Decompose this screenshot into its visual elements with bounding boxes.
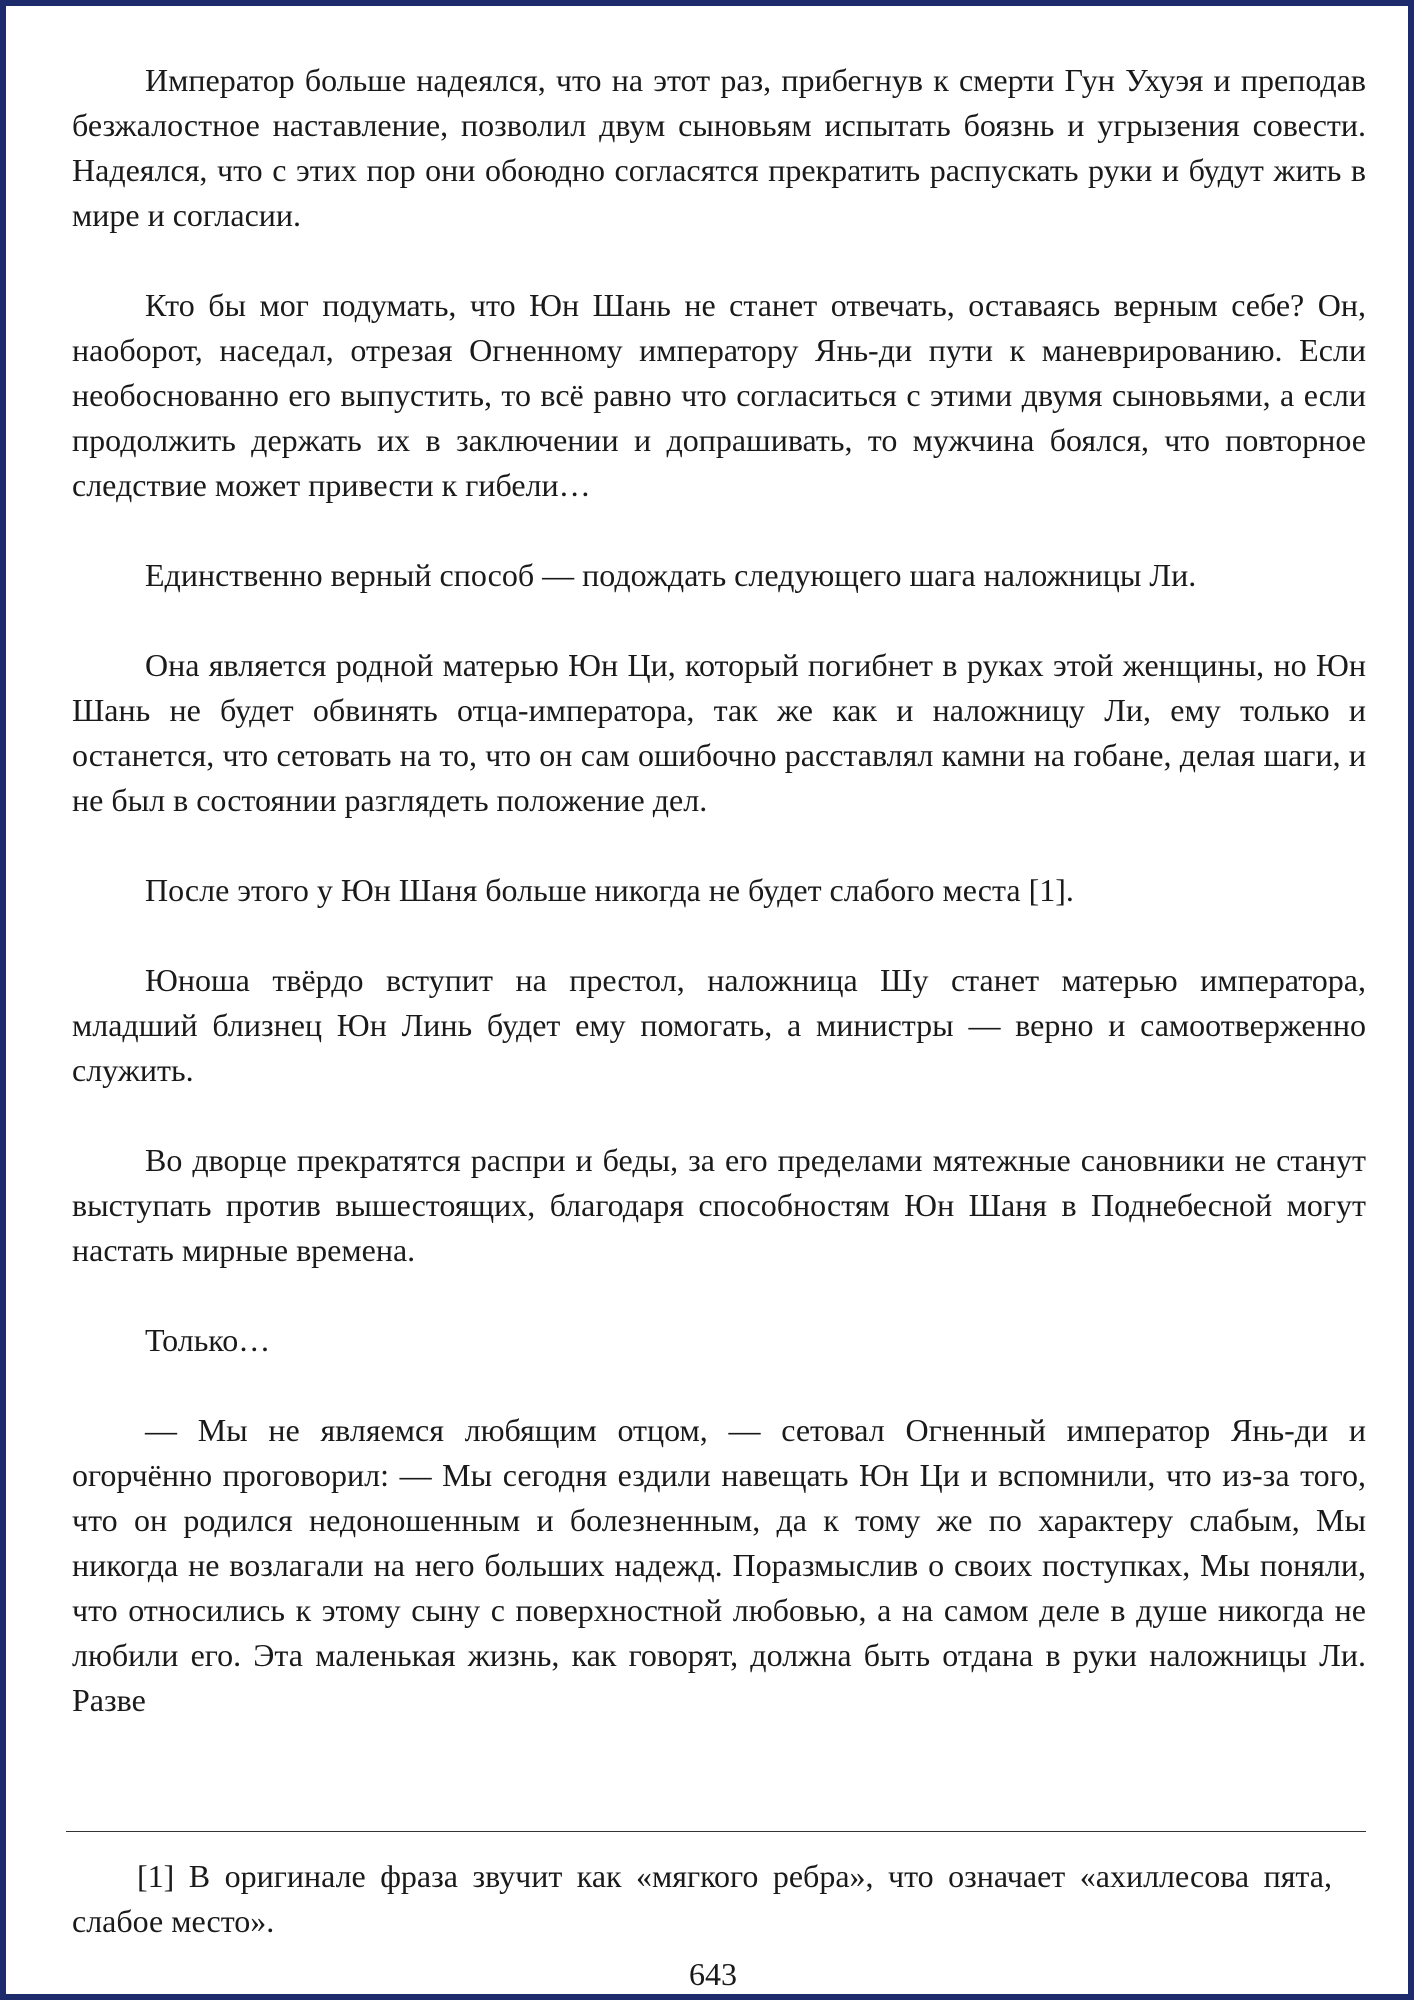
footnote-divider xyxy=(66,1831,1366,1832)
paragraph-7: Во дворце прекратятся распри и беды, за его пределами мятежные сановники не станут выступать против вышестоящих, благодаря способностям Юн Шаня в Поднебесной могут настать мирные времена. xyxy=(72,1142,1366,1268)
paragraph-3: Единственно верный способ — подождать следующего шага наложницы Ли. xyxy=(145,557,1197,593)
paragraph-4: Она является родной матерью Юн Ци, который погибнет в руках этой женщины, но Юн Шань не будет обвинять отца-императора, так же как и наложницу Ли, ему только и останется, что сетовать на то, что он сам ошибочно расставлял камни на гобане, делая шаги, и не был в состоянии разглядеть положение дел. xyxy=(72,647,1366,818)
paragraph-1: Император больше надеялся, что на этот раз, прибегнув к смерти Гун Ухуэя и преподав безжалостное наставление, позволил двум сыновьям испытать боязнь и угрызения совести. Надеялся, что с этих пор они обоюдно согласятся прекратить распускать руки и будут жить в мире и согласии. xyxy=(72,62,1366,233)
paragraph-5: После этого у Юн Шаня больше никогда не будет слабого места [1]. xyxy=(145,872,1074,908)
footnote: [1] В оригинале фраза звучит как «мягкого ребра», что означает «ахиллесова пята, слабое место». xyxy=(72,1858,1332,1939)
paragraph-6: Юноша твёрдо вступит на престол, наложница Шу станет матерью императора, младший близнец Юн Линь будет ему помогать, а министры — верно и самоотверженно служить. xyxy=(72,962,1366,1088)
page-body xyxy=(72,58,1366,1768)
paragraph-9: — Мы не являемся любящим отцом, — сетовал Огненный император Янь-ди и огорчённо проговорил: — Мы сегодня ездили навещать Юн Ци и вспомнили, что из-за того, что он родился недоношенным и болезненным, да к тому же по характеру слабым, Мы никогда не возлагали на него больших надежд. Поразмыслив о своих поступках, Мы поняли, что относились к этому сыну с поверхностной любовью, а на самом деле в душе никогда не любили его. Эта маленькая жизнь, как говорят, должна быть отдана в руки наложницы Ли. Разве xyxy=(72,1412,1366,1718)
page-number: 643 xyxy=(689,1956,737,1992)
paragraph-2: Кто бы мог подумать, что Юн Шань не станет отвечать, оставаясь верным себе? Он, наоборот, наседал, отрезая Огненному императору Янь-ди пути к маневрированию. Если необоснованно его выпустить, то всё равно что согласиться с этими двумя сыновьями, а если продолжить держать их в заключении и допрашивать, то мужчина боялся, что повторное следствие может привести к гибели… xyxy=(72,287,1366,503)
paragraph-8: Только… xyxy=(145,1322,271,1358)
